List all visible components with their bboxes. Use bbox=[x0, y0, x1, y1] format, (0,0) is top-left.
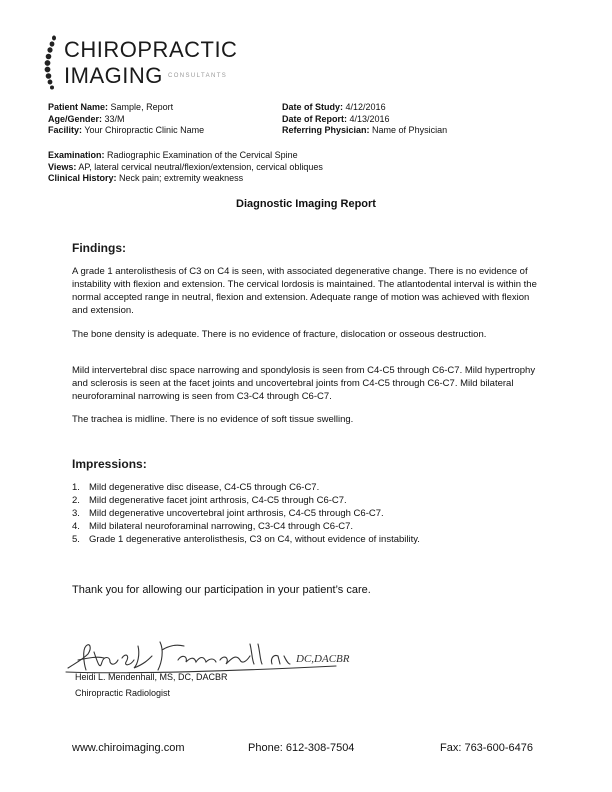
footer-fax: Fax: 763-600-6476 bbox=[440, 742, 533, 754]
patient-name: Sample, Report bbox=[110, 102, 174, 112]
age-gender-label: Age/Gender: bbox=[48, 113, 103, 124]
list-item bbox=[72, 520, 542, 533]
signature-credentials-script: DC,DACBR bbox=[296, 653, 350, 665]
impressions-heading: Impressions: bbox=[72, 457, 147, 471]
logo-tagline: CONSULTANTS bbox=[168, 73, 228, 79]
list-item-number: 5. bbox=[72, 534, 80, 545]
list-item-text: Mild degenerative facet joint arthrosis, C4-C5 through C6-C7. bbox=[89, 495, 347, 506]
logo-text-line1: CHIROPRACTIC bbox=[64, 37, 238, 62]
patient-name-label: Patient Name: bbox=[48, 102, 109, 112]
list-item bbox=[72, 481, 542, 494]
study-date-row bbox=[282, 102, 582, 114]
patient-info-left bbox=[48, 102, 278, 137]
list-item-number: 1. bbox=[72, 482, 80, 493]
examination: Radiographic Examination of the Cervical Spine bbox=[107, 150, 298, 160]
report-date: 4/13/2016 bbox=[349, 113, 390, 124]
list-item bbox=[72, 507, 542, 520]
findings-paragraph: The trachea is midline. There is no evidence of soft tissue swelling. bbox=[72, 414, 354, 425]
findings-paragraph: Mild intervertebral disc space narrowing and spondylosis is seen from C4-C5 through C6-C7. Mild hypertrophy and sclerosis is seen at the facet joints and uncovertebral joints from C4-C5 through C6-C7. Mild bilateral neuroforaminal narrowing is seen from C3-C4 through C6-C7. bbox=[72, 365, 536, 402]
views: AP, lateral cervical neutral/flexion/extension, cervical obliques bbox=[78, 161, 323, 172]
findings-paragraph: A grade 1 anterolisthesis of C3 on C4 is seen, with associated degenerative change. There is no evidence of instability with flexion and extension. The cervical lordosis is maintained. The atlantodental interval is within the normal accepted range in neutral, flexion and extension. Adequate range of motion was achieved with flexion and extension. bbox=[72, 266, 537, 316]
exam-info bbox=[48, 150, 568, 185]
list-item bbox=[72, 533, 542, 546]
list-item bbox=[72, 494, 542, 507]
list-item-text: Mild degenerative disc disease, C4-C5 through C6-C7. bbox=[89, 482, 320, 493]
examination-row bbox=[48, 150, 568, 162]
referring-physician-label: Referring Physician: bbox=[282, 125, 370, 135]
list-item-text: Mild degenerative uncovertebral joint arthrosis, C4-C5 through C6-C7. bbox=[89, 508, 384, 519]
signer-title: Chiropractic Radiologist bbox=[75, 688, 171, 698]
list-item-text: Mild bilateral neuroforaminal narrowing, C3-C4 through C6-C7. bbox=[89, 521, 354, 532]
footer-website-link[interactable]: www.chiroimaging.com bbox=[72, 742, 185, 754]
findings-heading: Findings: bbox=[72, 241, 126, 255]
patient-name-row bbox=[48, 102, 278, 114]
signer-name: Heidi L. Mendenhall, MS, DC, DACBR bbox=[75, 672, 228, 682]
views-row bbox=[48, 162, 568, 174]
clinical-history-row bbox=[48, 173, 568, 185]
logo-text-line2: IMAGING bbox=[64, 63, 163, 88]
examination-label: Examination: bbox=[48, 150, 105, 160]
study-date: 4/12/2016 bbox=[345, 102, 386, 112]
clinical-history: Neck pain; extremity weakness bbox=[119, 173, 244, 183]
referring-physician: Name of Physician bbox=[372, 125, 448, 135]
list-item-number: 3. bbox=[72, 508, 80, 519]
spine-logo-icon bbox=[40, 34, 62, 94]
report-date-row bbox=[282, 114, 582, 126]
report-title: Diagnostic Imaging Report bbox=[236, 198, 376, 210]
report-date-label: Date of Report: bbox=[282, 113, 347, 124]
facility: Your Chiropractic Clinic Name bbox=[84, 125, 205, 135]
footer-phone: Phone: 612-308-7504 bbox=[248, 742, 355, 754]
list-item-text: Grade 1 degenerative anterolisthesis, C3 on C4, without evidence of instability. bbox=[89, 534, 420, 545]
age-gender-row bbox=[48, 114, 278, 126]
list-item-number: 4. bbox=[72, 521, 80, 532]
findings-paragraph: The bone density is adequate. There is no evidence of fracture, dislocation or osseous destruction. bbox=[72, 329, 487, 340]
list-item-number: 2. bbox=[72, 495, 80, 506]
views-label: Views: bbox=[48, 161, 77, 172]
patient-info-right bbox=[282, 102, 582, 137]
age-gender: 33/M bbox=[104, 113, 125, 124]
facility-label: Facility: bbox=[48, 125, 83, 135]
closing-note: Thank you for allowing our participation in your patient’s care. bbox=[72, 584, 371, 596]
impressions-list bbox=[72, 481, 542, 546]
facility-row bbox=[48, 125, 278, 137]
clinical-history-label: Clinical History: bbox=[48, 173, 117, 183]
study-date-label: Date of Study: bbox=[282, 102, 344, 112]
referring-physician-row bbox=[282, 125, 582, 137]
company-logo bbox=[40, 34, 260, 94]
